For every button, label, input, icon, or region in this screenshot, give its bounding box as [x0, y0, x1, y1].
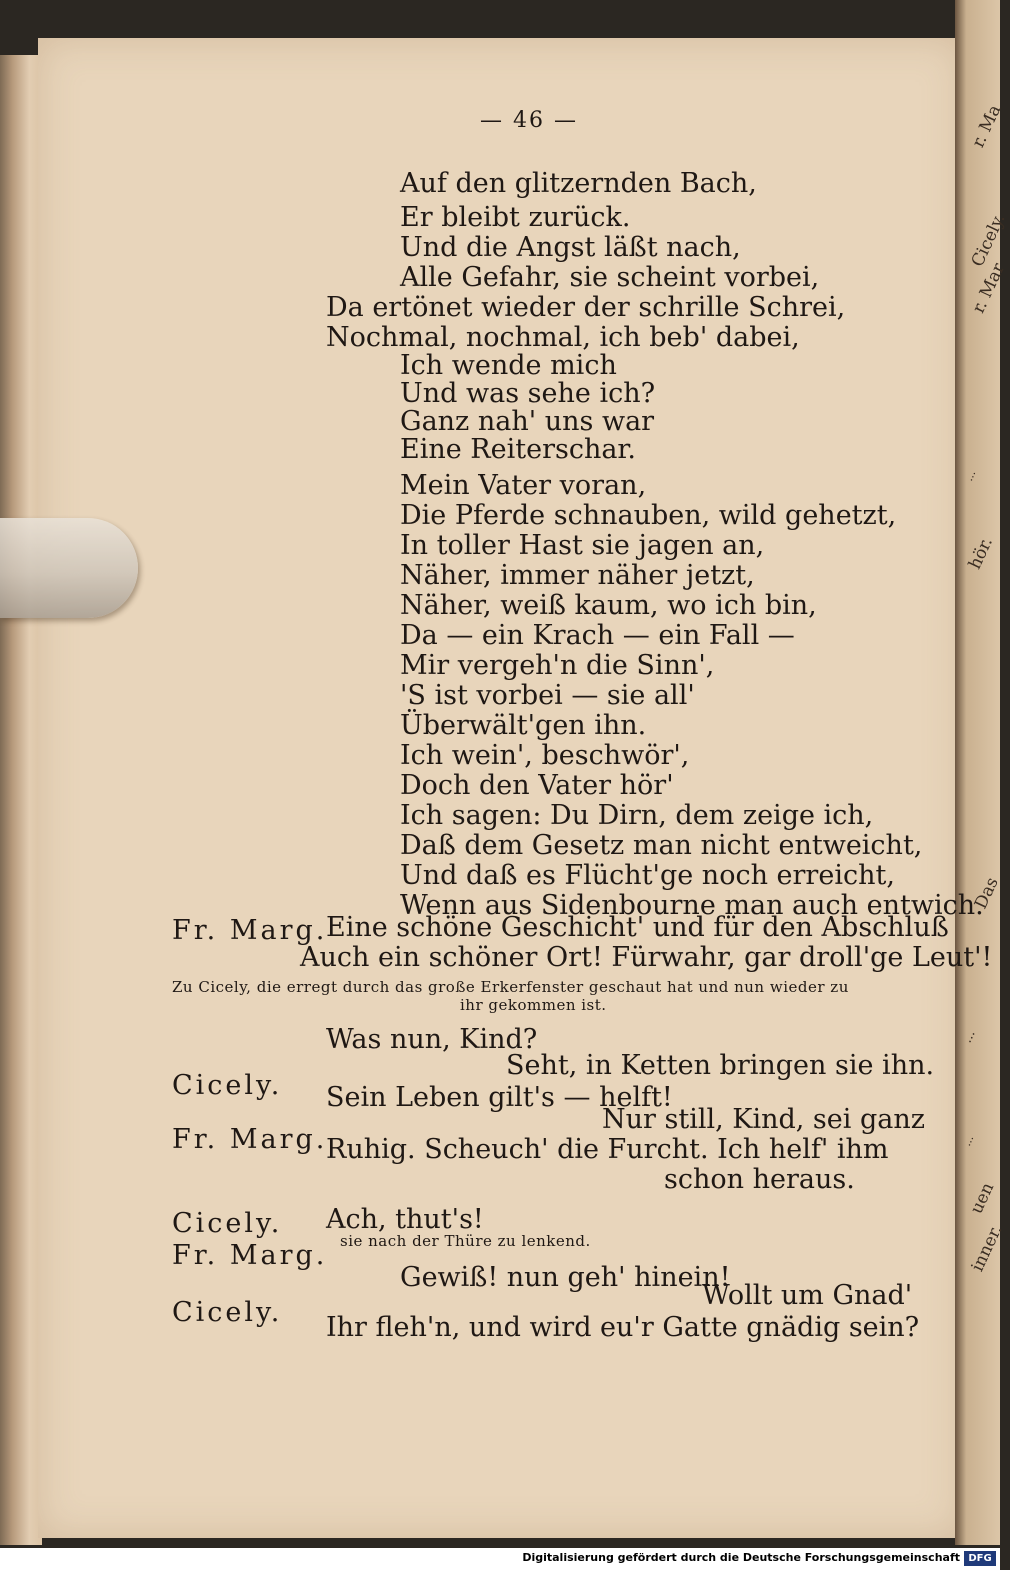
dfg-logo: DFG: [964, 1551, 996, 1566]
next-page-fragment: Cicely.: [967, 210, 1010, 270]
speaker-label: Fr. Marg.: [172, 915, 328, 946]
speaker-label: Cicely.: [172, 1297, 283, 1328]
dialogue-line: Eine schöne Geschicht' und für den Abschluß: [326, 912, 949, 943]
page-number: — 46 —: [480, 108, 578, 133]
speaker-label: Cicely.: [172, 1070, 283, 1101]
next-page-fragment: ...: [959, 1027, 979, 1046]
verse-line: Näher, weiß kaum, wo ich bin,: [400, 590, 817, 621]
verse-line: 'S ist vorbei — sie all': [400, 680, 695, 711]
verse-line: Und die Angst läßt nach,: [400, 232, 741, 263]
next-page-fragment: Das: [970, 874, 1003, 913]
dialogue-line: Gewiß! nun geh' hinein!: [400, 1262, 731, 1293]
next-page-edge: [955, 0, 1010, 1545]
verse-line: Da — ein Krach — ein Fall —: [400, 620, 795, 651]
verse-line: Auf den glitzernden Bach,: [400, 168, 757, 199]
book-edge-left: [0, 55, 42, 1545]
verse-line: Und daß es Flücht'ge noch erreicht,: [400, 860, 895, 891]
verse-line: Daß dem Gesetz man nicht entweicht,: [400, 830, 923, 861]
verse-line: Wenn aus Sidenbourne man auch entwich.: [400, 890, 984, 921]
verse-line: Ich sagen: Du Dirn, dem zeige ich,: [400, 800, 874, 831]
dialogue-line: schon heraus.: [664, 1164, 855, 1195]
verse-line: Und was sehe ich?: [400, 378, 656, 409]
page-clip: [0, 518, 138, 618]
next-page-fragment: ...: [960, 1132, 977, 1149]
next-page-fragment: r. Mar: [968, 260, 1010, 317]
next-page-fragment: inner.: [967, 1221, 1007, 1275]
dialogue-line: Ihr fleh'n, und wird eu'r Gatte gnädig sein?: [326, 1312, 920, 1343]
verse-line: Überwält'gen ihn.: [400, 710, 647, 741]
verse-line: Ganz nah' uns war: [400, 406, 655, 437]
stage-direction: sie nach der Thüre zu lenkend.: [340, 1232, 591, 1250]
verse-line: Ich wende mich: [400, 350, 617, 381]
dialogue-line: Wollt um Gnad': [702, 1280, 913, 1311]
stage-direction: ihr gekommen ist.: [460, 996, 607, 1014]
dialogue-line: Sein Leben gilt's — helft!: [326, 1082, 673, 1113]
next-page-fragment: r. Ma: [968, 101, 1006, 151]
verse-line: Alle Gefahr, sie scheint vorbei,: [400, 262, 820, 293]
next-page-fragments: [957, 0, 1010, 1545]
dialogue-line: Auch ein schöner Ort! Fürwahr, gar droll'ge Leut'!: [300, 942, 993, 973]
verse-line: Ich wein', beschwör',: [400, 740, 690, 771]
dialogue-line: Nur still, Kind, sei ganz: [602, 1104, 925, 1135]
speaker-label: Fr. Marg.: [172, 1124, 328, 1155]
speaker-label: Cicely.: [172, 1208, 283, 1239]
verse-line: Näher, immer näher jetzt,: [400, 560, 755, 591]
next-page-fragment: uen: [966, 1179, 999, 1218]
dialogue-line: Seht, in Ketten bringen sie ihn.: [506, 1050, 935, 1081]
verse-line: Die Pferde schnauben, wild gehetzt,: [400, 500, 897, 531]
verse-line: Nochmal, nochmal, ich beb' dabei,: [326, 322, 800, 353]
verse-line: In toller Hast sie jagen an,: [400, 530, 765, 561]
footer-credit: Digitalisierung gefördert durch die Deutsche Forschungsgemeinschaft: [522, 1551, 960, 1564]
next-page-fragment: ...: [962, 467, 979, 484]
dialogue-line: Ruhig. Scheuch' die Furcht. Ich helf' ihm: [326, 1134, 889, 1165]
dialogue-line: Was nun, Kind?: [326, 1024, 538, 1055]
verse-line: Er bleibt zurück.: [400, 202, 631, 233]
verse-line: Mir vergeh'n die Sinn',: [400, 650, 715, 681]
stage-direction: Zu Cicely, die erregt durch das große Erkerfenster geschaut hat und nun wieder zu: [172, 978, 849, 996]
verse-line: Eine Reiterschar.: [400, 434, 636, 465]
next-page-fragment: hör.: [964, 534, 997, 573]
verse-line: Mein Vater voran,: [400, 470, 647, 501]
verse-line: Da ertönet wieder der schrille Schrei,: [326, 292, 846, 323]
verse-line: Doch den Vater hör': [400, 770, 674, 801]
speaker-label: Fr. Marg.: [172, 1240, 328, 1271]
dialogue-line: Ach, thut's!: [326, 1204, 484, 1235]
footer-bar: [0, 1548, 1000, 1570]
